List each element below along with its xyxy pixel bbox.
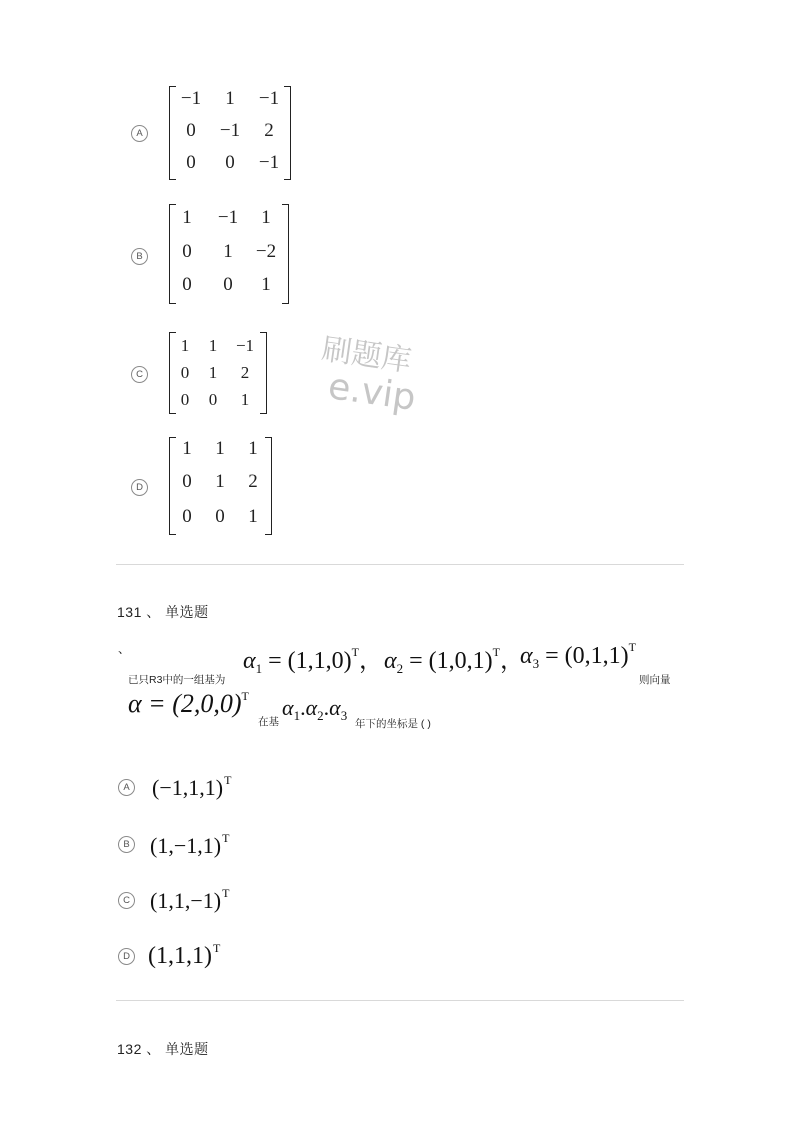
option-b-radio[interactable]: B [131,248,148,265]
option-b-value [150,831,229,859]
option-d-value [148,941,220,970]
alpha3-subscript: 3 [532,656,540,671]
option-a-radio[interactable]: A [131,125,148,142]
alpha-vector-value: α = (2,0,0) [128,689,242,718]
option-b-text: (1,−1,1) [150,833,222,858]
option-c-text: (1,1,−1) [150,888,222,913]
option-d-text: (1,1,1) [148,943,212,969]
matrix-cell: 0 [225,152,235,173]
matrix-cell: 1 [248,506,258,527]
matrix-cell: 1 [215,438,225,459]
basis-a2: α [305,695,318,720]
question-132-header: 132 、 单选题 [117,1041,209,1057]
section-divider [116,564,684,565]
matrix-cell: 0 [182,471,192,492]
option-a-value [152,773,231,801]
alpha3-symbol: α [520,643,533,669]
target-vector [128,689,249,719]
stem-suffix: 年下的坐标是 ( ) [355,718,431,730]
option-d-radio[interactable]: D [131,479,148,496]
option-d-radio[interactable]: D [118,948,135,965]
basis-sep: . [323,695,330,720]
alpha2-transpose: T [492,645,500,659]
option-d-sup: T [212,941,221,955]
watermark-line2: e.vip [325,366,419,419]
matrix-cell: −1 [258,152,280,173]
matrix-cell: 0 [223,274,233,295]
matrix-cell: 0 [182,274,192,295]
matrix-cell: −1 [235,336,255,355]
matrix-cell: 1 [225,88,235,109]
option-c-value [150,886,229,914]
basis-sub1: 1 [293,708,301,723]
alpha1-subscript: 1 [255,661,263,676]
matrix-cell: 1 [208,363,218,382]
matrix-cell: 2 [240,363,250,382]
matrix-cell: 1 [208,336,218,355]
alpha3-value: = (0,1,1) [545,643,629,669]
alpha-vector-transpose: T [241,689,249,703]
option-c-sup: T [222,886,230,900]
matrix-cell: 2 [264,120,274,141]
option-b-radio[interactable]: B [118,836,135,853]
comma: ， [499,648,524,674]
basis-sep: . [300,695,306,720]
matrix-cell: −1 [217,207,239,228]
matrix-cell: 1 [261,274,271,295]
matrix-cell: 1 [215,471,225,492]
alpha1-transpose: T [351,645,359,659]
matrix-cell: −2 [255,241,277,262]
option-b-sup: T [222,831,230,845]
matrix-cell: 1 [180,336,190,355]
question-131-header: 131 、 单选题 [117,604,209,620]
option-a-radio[interactable]: A [118,779,135,796]
right-bracket [282,204,289,304]
matrix-cell: 1 [261,207,271,228]
matrix-cell: 0 [208,390,218,409]
matrix-cell: 1 [223,241,233,262]
stem-prefix: 已只R3中的一组基为 [128,674,226,686]
basis-a1: α [282,695,294,720]
basis-sub2: 2 [317,708,324,723]
alpha1-value: = (1,1,0) [268,648,352,674]
alpha1-symbol: α [243,648,256,674]
basis-alpha2 [384,640,524,677]
matrix-cell: 1 [248,438,258,459]
matrix-cell: 0 [182,506,192,527]
matrix-cell: 1 [240,390,250,409]
basis-list [282,695,347,724]
matrix-cell: 0 [180,363,190,382]
matrix-cell: 0 [182,241,192,262]
matrix-cell: −1 [180,88,202,109]
basis-alpha3 [520,640,636,672]
option-c-radio[interactable]: C [131,366,148,383]
matrix-cell: 1 [182,438,192,459]
option-a-sup: T [224,773,232,787]
matrix-cell: 0 [180,390,190,409]
alpha2-subscript: 2 [396,661,404,676]
matrix-cell: 0 [215,506,225,527]
matrix-cell: 2 [248,471,258,492]
alpha2-symbol: α [384,648,397,674]
stem-mid: 则向量 [639,674,671,686]
watermark-line1: 刷题库 [319,331,414,380]
matrix-cell: 0 [186,120,196,141]
option-a-text: (−1,1,1) [152,775,224,800]
basis-alpha1 [243,640,383,677]
comma: ， [358,648,383,674]
option-c-radio[interactable]: C [118,892,135,909]
basis-a3: α [329,695,341,720]
matrix-cell: 1 [182,207,192,228]
matrix-cell: −1 [258,88,280,109]
basis-sub3: 3 [340,708,348,723]
stem-zai: 在基 [258,716,279,728]
tick-mark: 、 [118,642,131,656]
matrix-cell: −1 [219,120,241,141]
alpha2-value: = (1,0,1) [409,648,493,674]
section-divider [116,1000,684,1001]
matrix-cell: 0 [186,152,196,173]
alpha3-transpose: T [628,640,636,654]
